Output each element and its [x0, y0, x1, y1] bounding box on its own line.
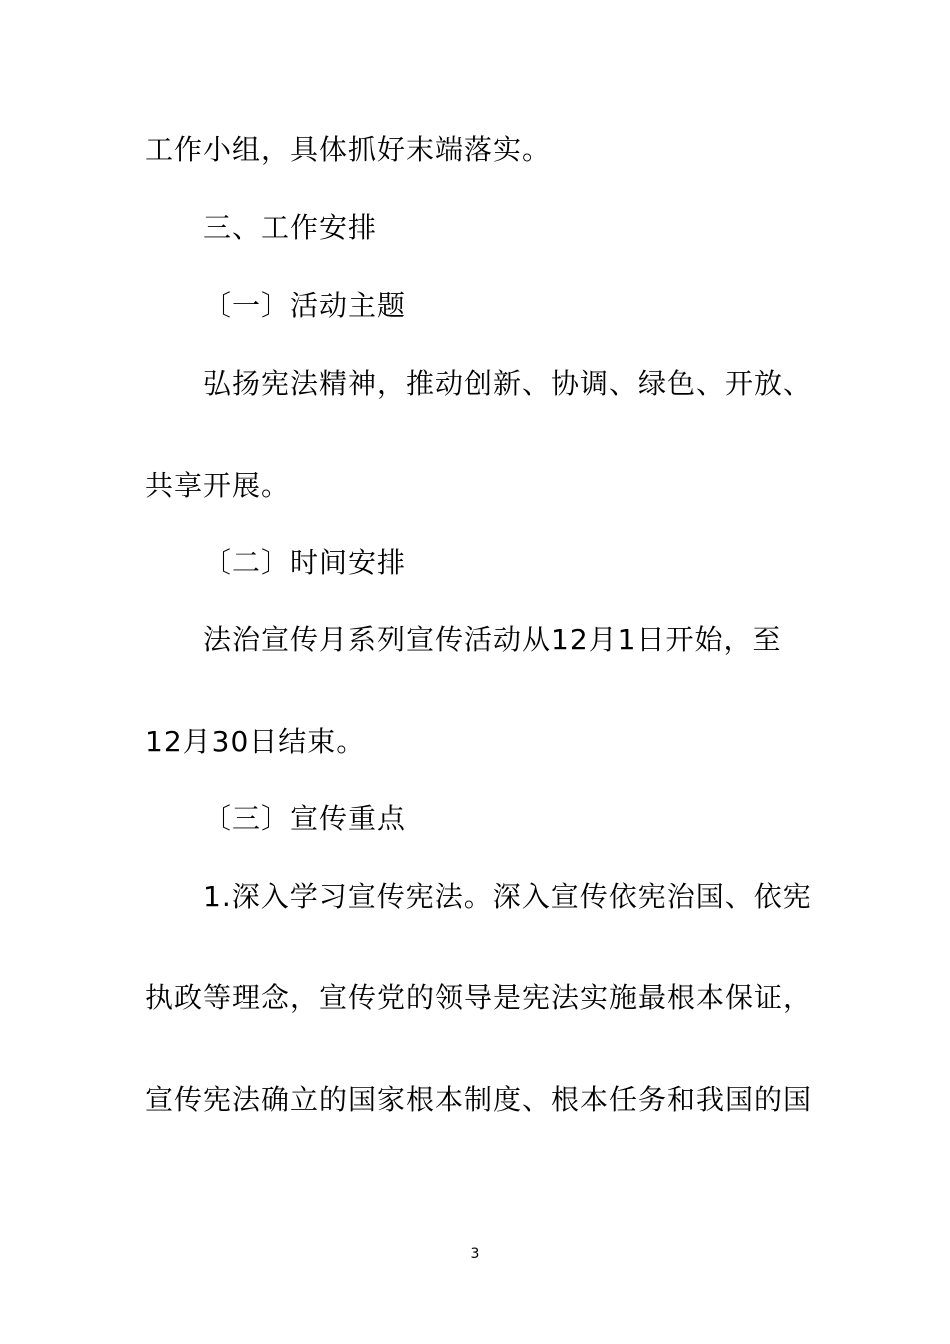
subsection-heading-theme: 〔一〕活动主题 — [203, 289, 407, 322]
body-line-1: 工作小组，具体抓好末端落实。 — [145, 133, 552, 166]
body-line-schedule-2: 12月30日结束。 — [145, 725, 366, 758]
body-line-theme-1: 弘扬宪法精神，推动创新、协调、绿色、开放、 — [203, 367, 813, 400]
body-line-focus-1: 1.深入学习宣传宪法。深入宣传依宪治国、依宪 — [203, 880, 812, 913]
body-line-theme-2: 共享开展。 — [145, 469, 291, 502]
section-heading-work-arrangement: 三、工作安排 — [203, 211, 378, 244]
body-line-schedule-1: 法治宣传月系列宣传活动从12月1日开始，至 — [203, 623, 782, 656]
subsection-heading-schedule: 〔二〕时间安排 — [203, 546, 407, 579]
body-line-focus-2: 执政等理念，宣传党的领导是宪法实施最根本保证， — [145, 981, 813, 1014]
page-number: 3 — [470, 1246, 480, 1262]
subsection-heading-focus: 〔三〕宣传重点 — [203, 802, 407, 835]
body-line-focus-3: 宣传宪法确立的国家根本制度、根本任务和我国的国 — [145, 1083, 813, 1116]
